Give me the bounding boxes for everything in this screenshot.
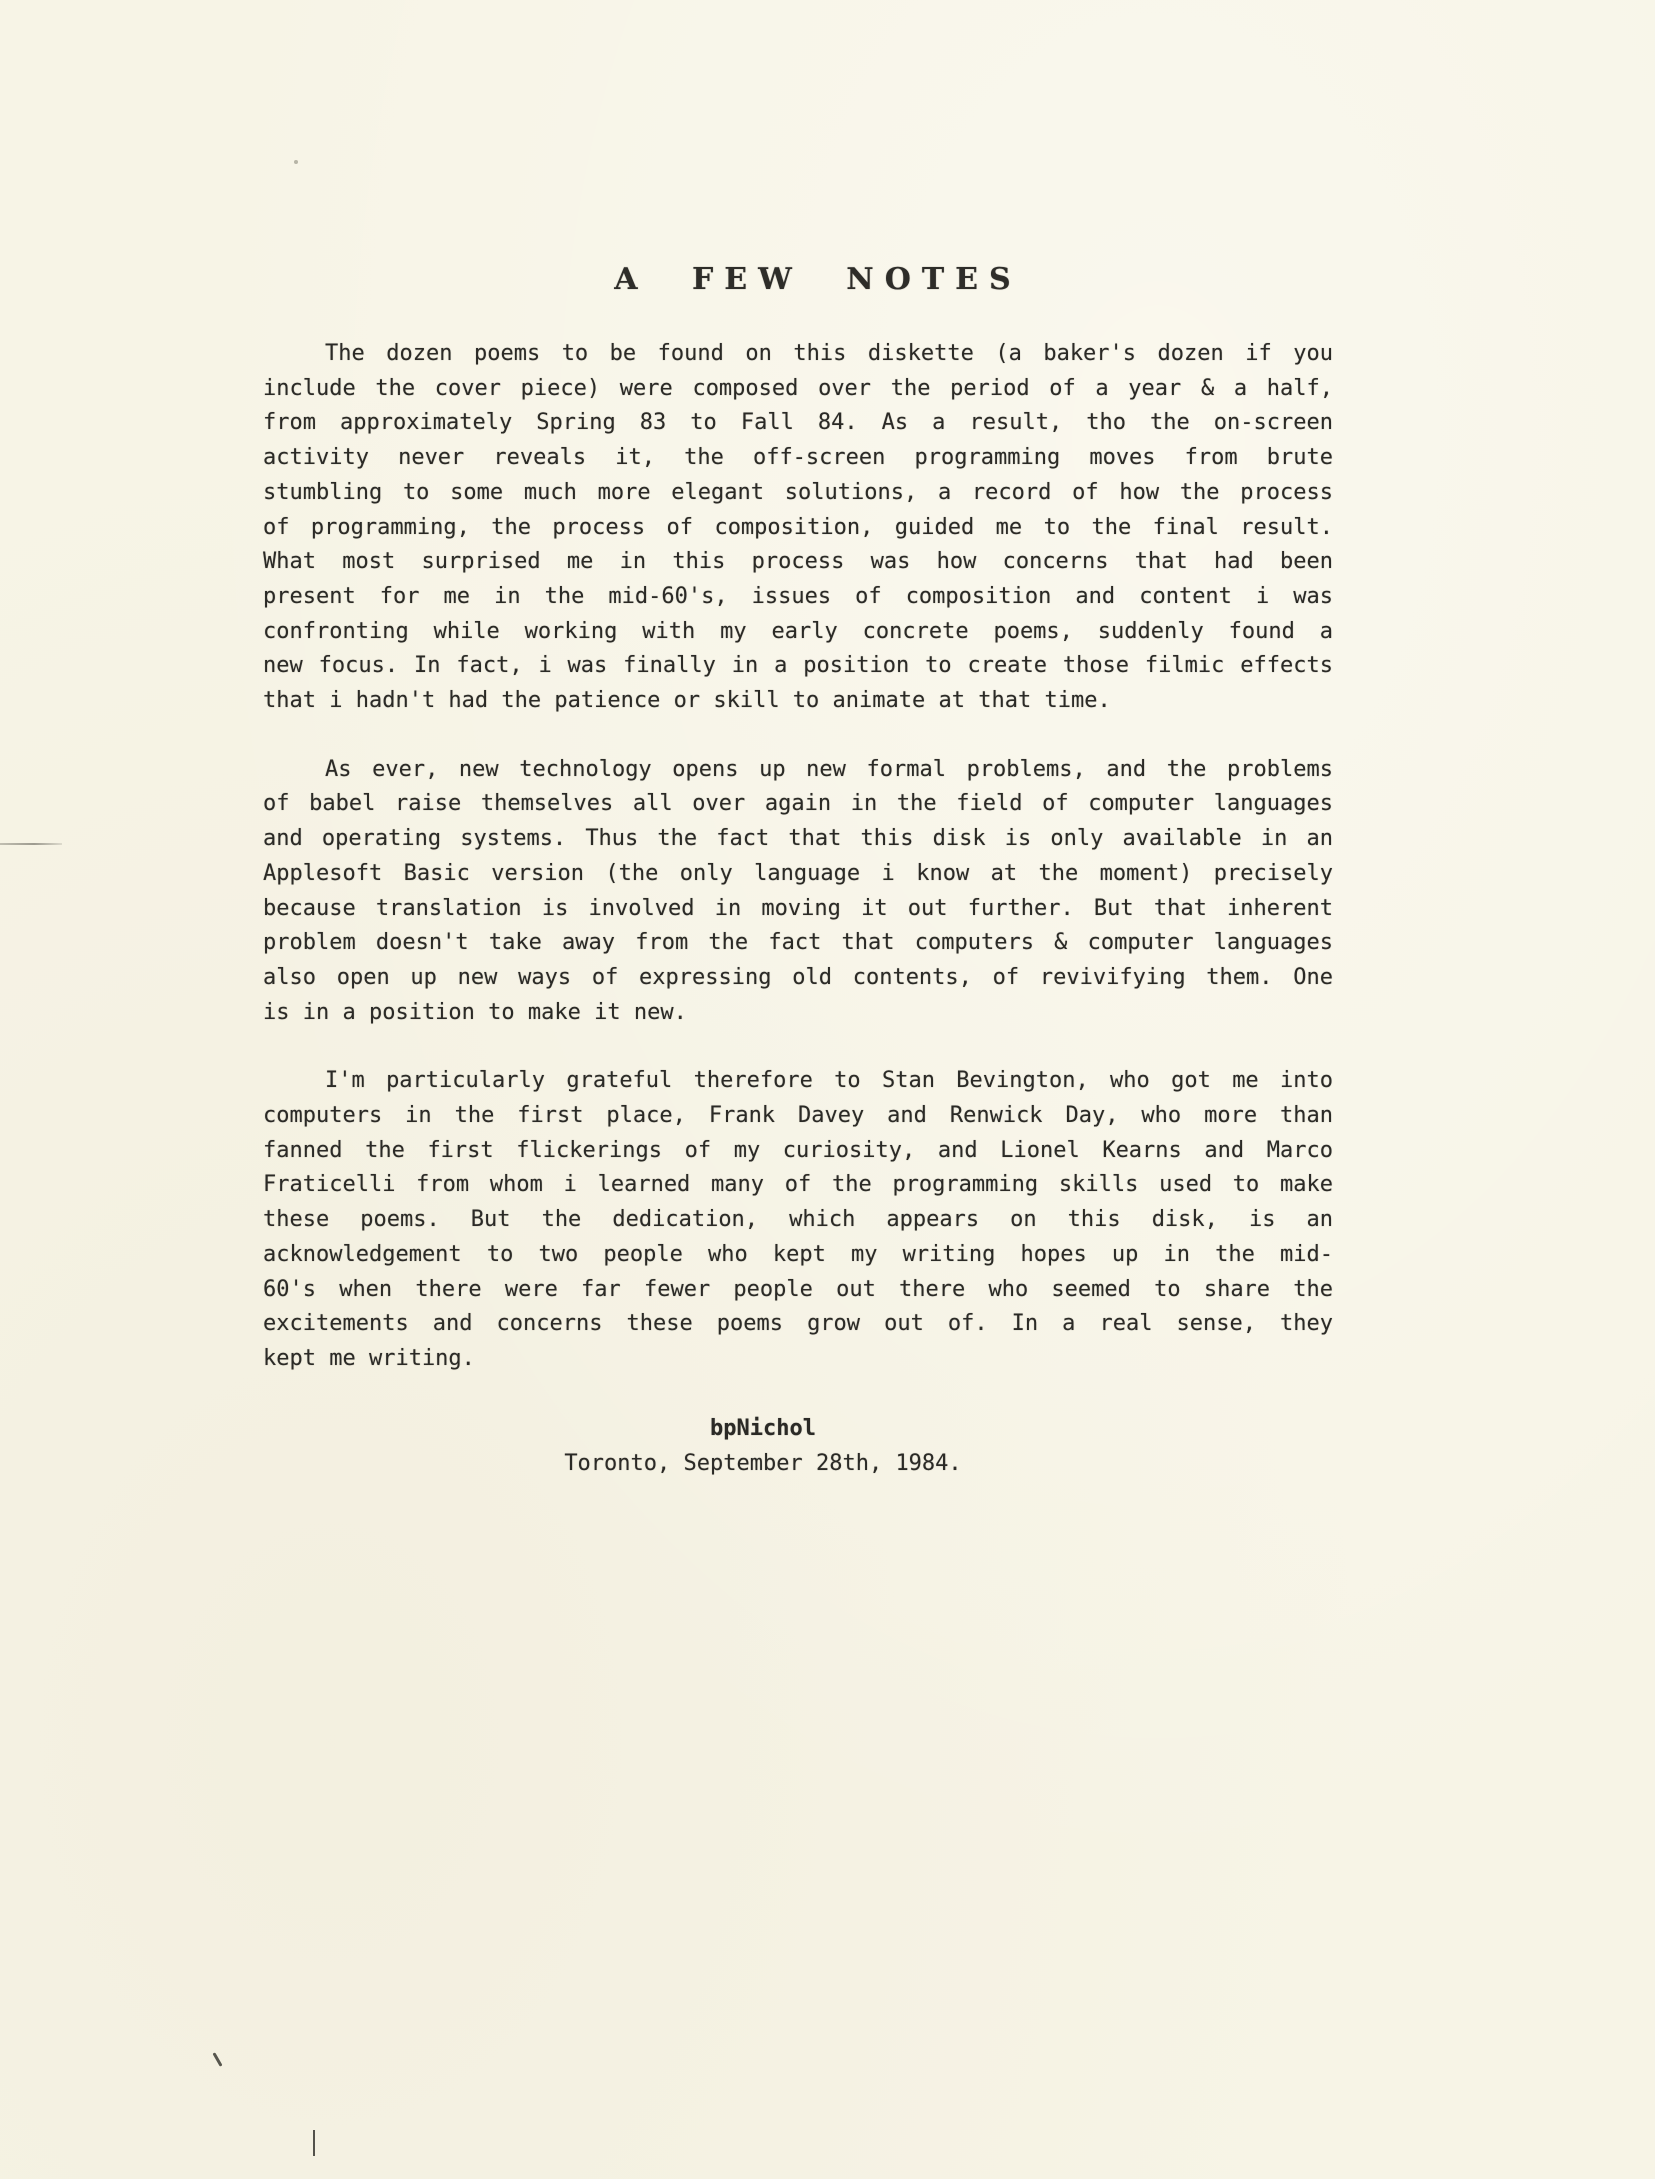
text-line: excitements and concerns these poems grow out of. In a real sense, they <box>263 1311 1333 1337</box>
text-line: is in a position to make it new. <box>263 999 687 1025</box>
signature-block <box>263 1411 1333 1481</box>
text-line: fanned the first flickerings of my curiosity, and Lionel Kearns and Marco <box>263 1137 1333 1163</box>
text-line: from approximately Spring 83 to Fall 84. As a result, tho the on-screen <box>263 410 1333 436</box>
signature-dateline: Toronto, September 28th, 1984. <box>564 1450 962 1476</box>
text-line: and operating systems. Thus the fact that this disk is only available in an <box>263 826 1333 852</box>
signature-name: bpNichol <box>710 1415 816 1441</box>
text-line: include the cover piece) were composed over the period of a year & a half, <box>263 375 1333 401</box>
paragraph <box>263 753 1333 1031</box>
text-line: of babel raise themselves all over again in the field of computer languages <box>263 791 1333 817</box>
scan-artifact-hairline <box>0 843 62 845</box>
paragraph <box>263 337 1333 719</box>
page-title: A FEW NOTES <box>614 262 1022 297</box>
document-body <box>263 337 1333 1481</box>
text-line: present for me in the mid-60's, issues of composition and content i was <box>263 583 1333 609</box>
text-line: Fraticelli from whom i learned many of the programming skills used to make <box>263 1172 1333 1198</box>
text-line: 60's when there were far fewer people out there who seemed to share the <box>263 1276 1333 1302</box>
text-line: Applesoft Basic version (the only language i know at the moment) precisely <box>263 860 1333 886</box>
text-line: also open up new ways of expressing old contents, of revivifying them. One <box>263 964 1333 990</box>
text-line: stumbling to some much more elegant solutions, a record of how the process <box>263 479 1333 505</box>
text-line: acknowledgement to two people who kept my writing hopes up in the mid- <box>263 1241 1333 1267</box>
text-line: The dozen poems to be found on this diskette (a baker's dozen if you <box>325 341 1333 366</box>
text-line: activity never reveals it, the off-screen programming moves from brute <box>263 445 1333 471</box>
text-line: confronting while working with my early concrete poems, suddenly found a <box>263 618 1333 644</box>
text-line: new focus. In fact, i was finally in a position to create those filmic effects <box>263 653 1333 679</box>
text-line: I'm particularly grateful therefore to Stan Bevington, who got me into <box>325 1068 1333 1094</box>
scan-artifact-vertical-stroke <box>313 2130 315 2156</box>
scan-artifact-pen-mark <box>212 2052 222 2066</box>
text-line: kept me writing. <box>263 1345 475 1371</box>
text-line: What most surprised me in this process was how concerns that had been <box>263 549 1333 575</box>
text-line: because translation is involved in moving it out further. But that inherent <box>263 895 1333 921</box>
paragraph <box>263 1064 1333 1376</box>
text-line: of programming, the process of composition, guided me to the final result. <box>263 514 1333 540</box>
scan-artifact-speck <box>294 160 298 164</box>
text-line: problem doesn't take away from the fact that computers & computer languages <box>263 930 1333 956</box>
document-paragraphs <box>263 337 1333 1377</box>
text-line: As ever, new technology opens up new formal problems, and the problems <box>325 756 1333 782</box>
text-line: that i hadn't had the patience or skill to animate at that time. <box>263 688 1111 714</box>
text-line: these poems. But the dedication, which appears on this disk, is an <box>263 1207 1333 1233</box>
text-line: computers in the first place, Frank Davey and Renwick Day, who more than <box>263 1103 1333 1129</box>
